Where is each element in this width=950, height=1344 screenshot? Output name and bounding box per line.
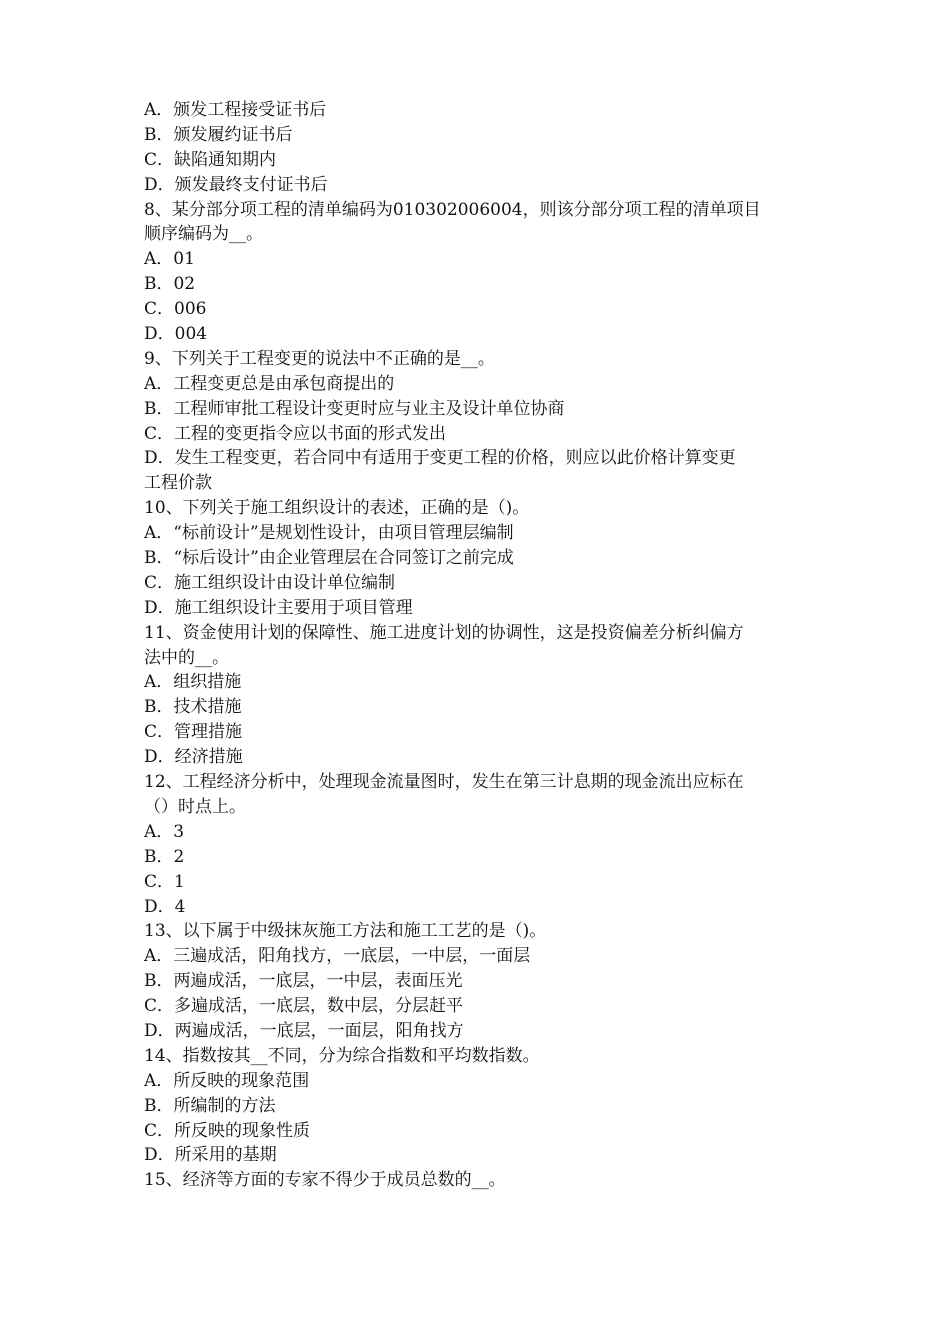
question-line: 顺序编码为__。 (144, 224, 263, 245)
option-line: C．所反映的现象性质 (144, 1120, 311, 1141)
option-line: C．管理措施 (144, 722, 243, 743)
option-line: C．1 (144, 871, 185, 892)
option-line: C．多遍成活，一底层，数中层，分层赶平 (144, 996, 464, 1017)
option-line: D．经济措施 (144, 747, 243, 768)
option-line: B．02 (144, 274, 196, 295)
document-page (144, 98, 816, 1193)
option-line: C．施工组织设计由设计单位编制 (144, 572, 396, 593)
question-line: 8、某分部分项工程的清单编码为010302006004，则该分部分项工程的清单项目 (144, 199, 761, 220)
option-line: B．2 (144, 846, 185, 867)
question-line: 12、工程经济分析中，处理现金流量图时，发生在第三计息期的现金流出应标在 (144, 772, 744, 793)
option-line: A．颁发工程接受证书后 (144, 100, 327, 120)
option-line: A．三遍成活，阳角找方，一底层，一中层，一面层 (144, 946, 531, 967)
option-line: D．4 (144, 896, 186, 917)
question-line: 11、资金使用计划的保障性、施工进度计划的协调性，这是投资偏差分析纠偏方 (144, 622, 744, 643)
option-line: C．缺陷通知期内 (144, 149, 277, 170)
question-line: 14、指数按其__不同，分为综合指数和平均数指数。 (144, 1045, 540, 1066)
option-line: D．所采用的基期 (144, 1145, 277, 1166)
question-line: 9、下列关于工程变更的说法中不正确的是__。 (144, 348, 495, 369)
option-line: B．工程师审批工程设计变更时应与业主及设计单位协商 (144, 398, 565, 419)
question-line: 15、经济等方面的专家不得少于成员总数的__。 (144, 1170, 506, 1191)
option-line: C．006 (144, 299, 207, 320)
option-line: A．组织措施 (144, 672, 242, 693)
option-line: D．004 (144, 324, 208, 345)
option-line: D．颁发最终支付证书后 (144, 174, 328, 195)
question-line: 10、下列关于施工组织设计的表述，正确的是（)。 (144, 498, 530, 519)
option-line: B．所编制的方法 (144, 1095, 276, 1116)
option-line: A．工程变更总是由承包商提出的 (144, 373, 395, 394)
option-line: A．所反映的现象范围 (144, 1070, 310, 1091)
question-line: （）时点上。 (144, 796, 246, 817)
option-line: C．工程的变更指令应以书面的形式发出 (144, 423, 447, 444)
option-line: A．“标前设计”是规划性设计，由项目管理层编制 (144, 523, 514, 544)
question-line: 法中的__。 (144, 647, 229, 668)
option-line: B．技术措施 (144, 697, 242, 718)
option-line: A．3 (144, 821, 185, 842)
option-line: 工程价款 (144, 473, 212, 494)
option-line: B．“标后设计”由企业管理层在合同签订之前完成 (144, 548, 514, 569)
option-line: A．01 (144, 249, 195, 270)
option-line: D．发生工程变更，若合同中有适用于变更工程的价格，则应以此价格计算变更 (144, 448, 736, 469)
option-line: B．颁发履约证书后 (144, 124, 293, 145)
option-line: B．两遍成活，一底层，一中层，表面压光 (144, 971, 463, 992)
option-line: D．两遍成活，一底层，一面层，阳角找方 (144, 1020, 464, 1041)
option-line: D．施工组织设计主要用于项目管理 (144, 597, 413, 618)
question-line: 13、以下属于中级抹灰施工方法和施工工艺的是（)。 (144, 921, 547, 942)
